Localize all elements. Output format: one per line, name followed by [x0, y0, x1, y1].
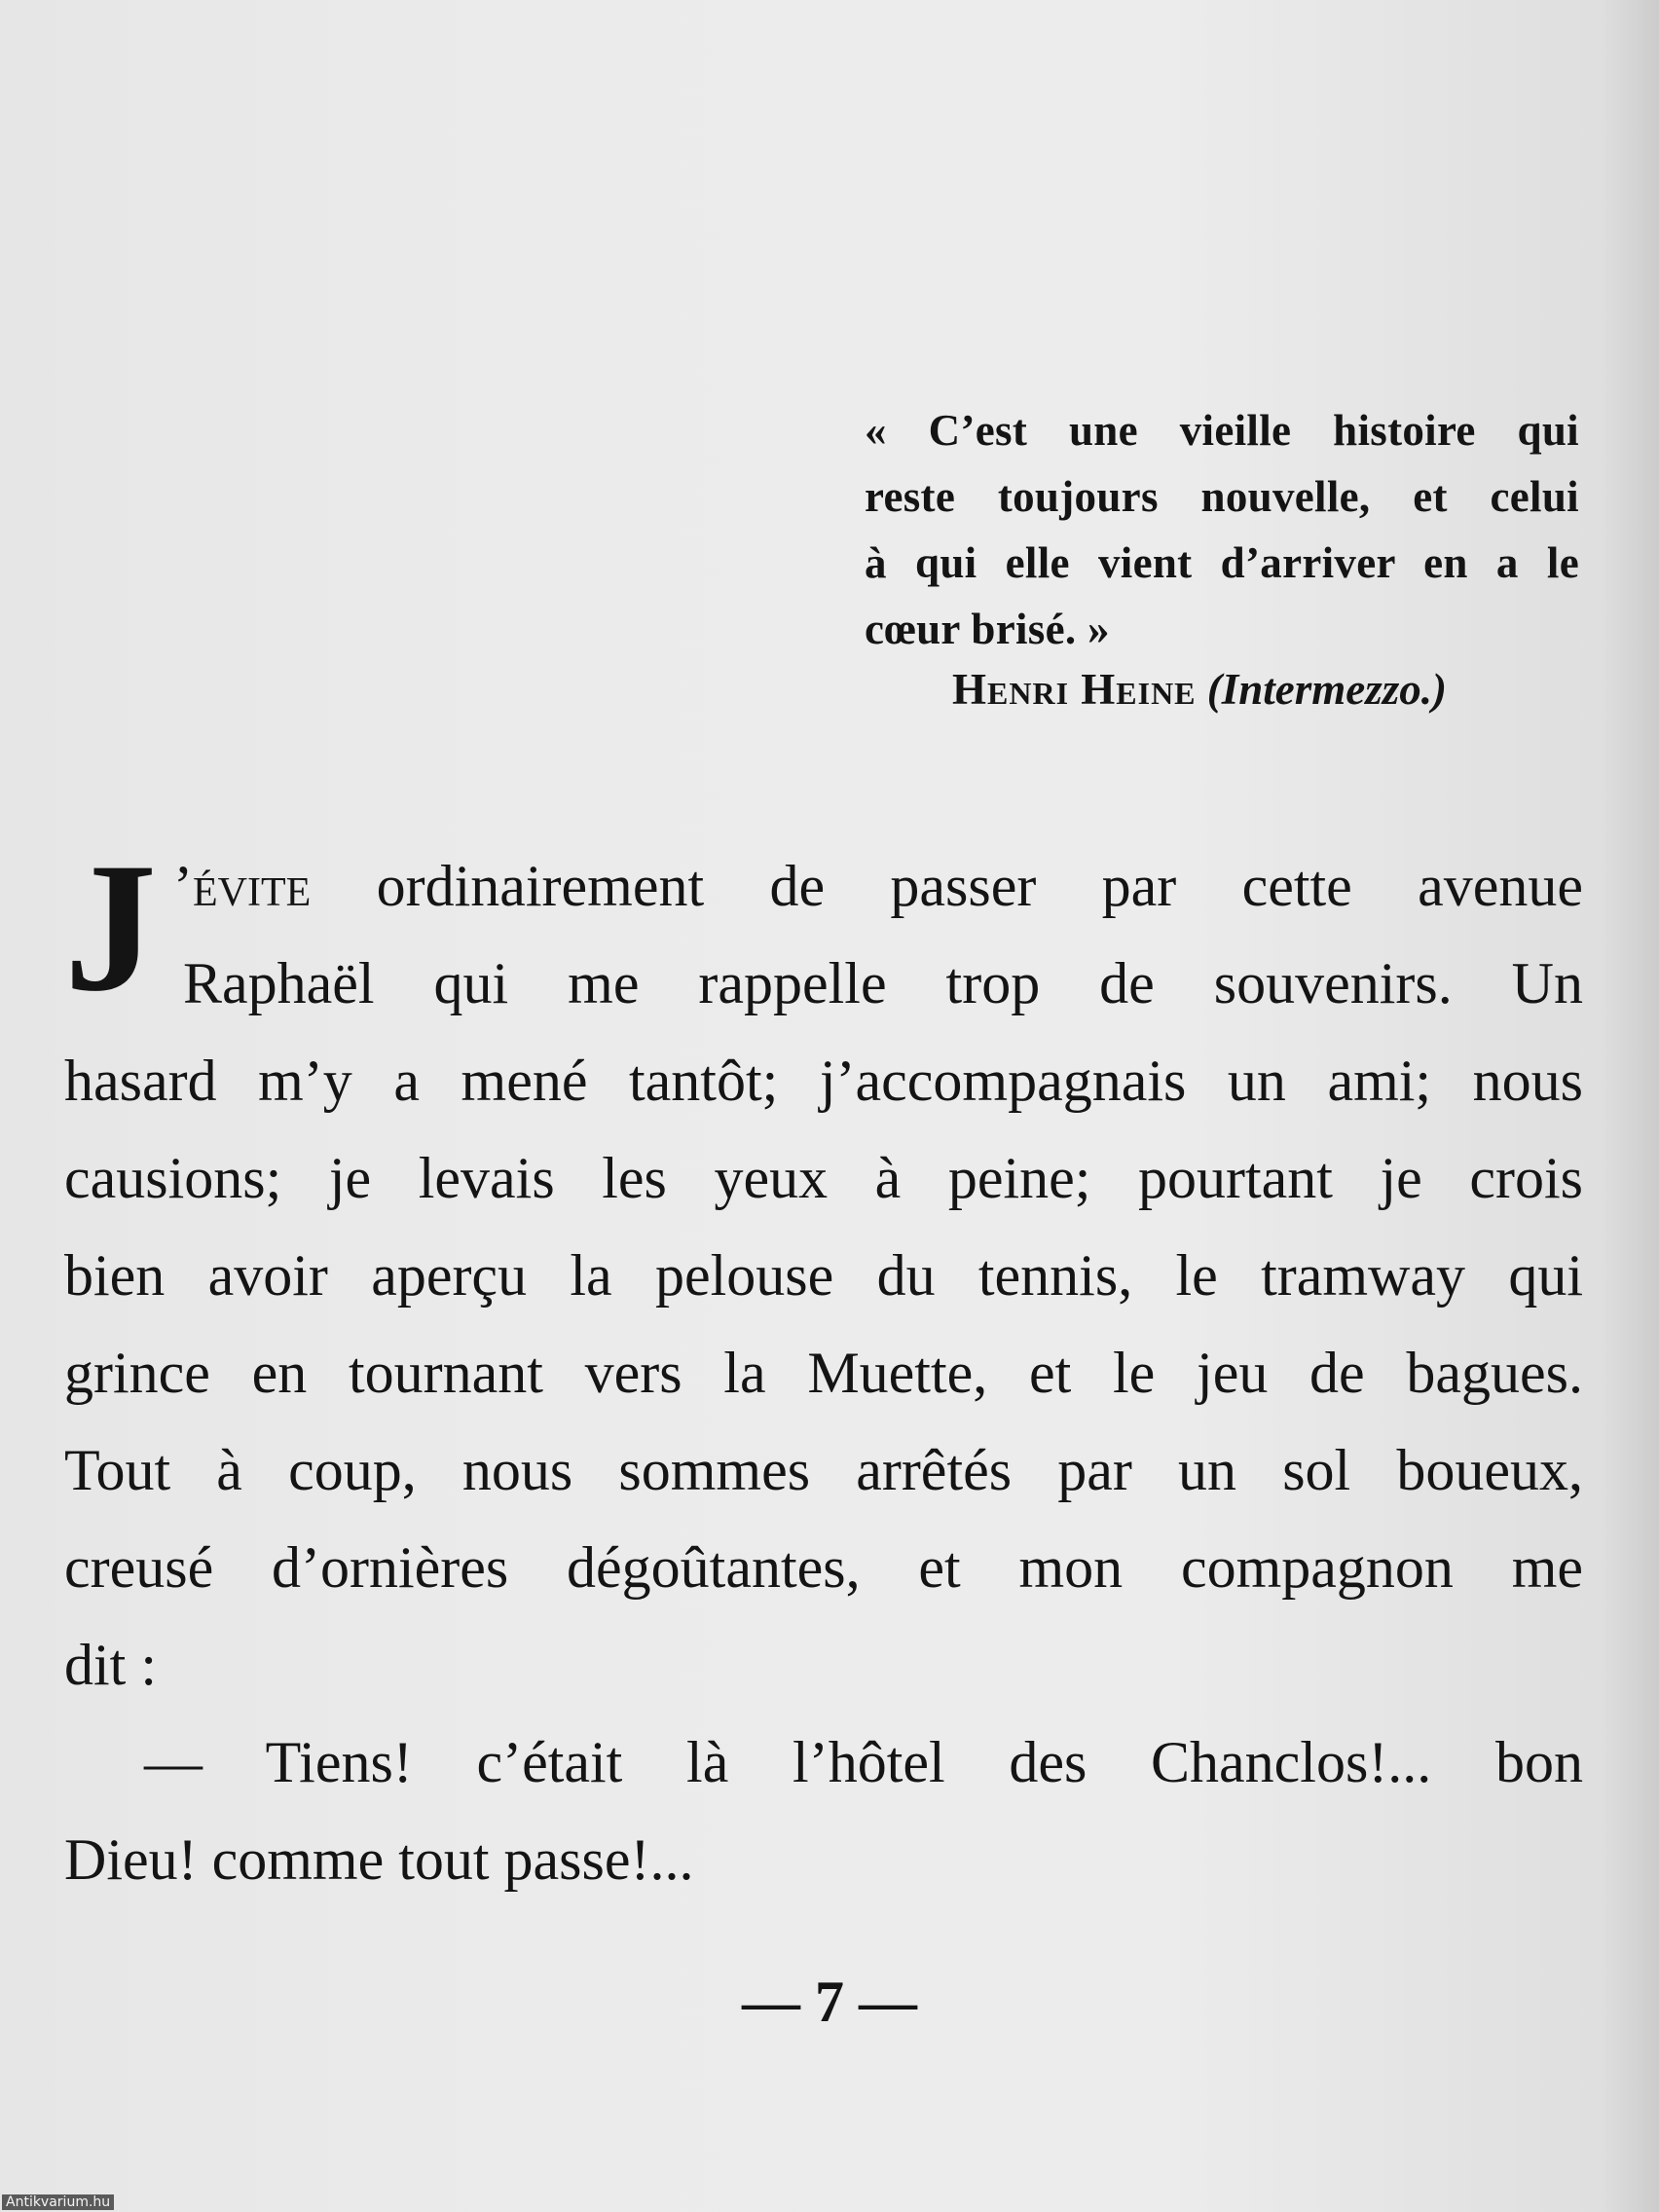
body-line: grince en tournant vers la Muette, et le jeu de bagues.	[64, 1341, 1583, 1405]
opening-word-rest: ’évite	[173, 854, 312, 918]
epigraph-line: « C’est une vieille histoire qui	[865, 406, 1579, 455]
page-edge-shadow	[1601, 0, 1659, 2212]
epigraph-line: reste toujours nouvelle, et celui	[865, 472, 1579, 521]
body-line: Dieu! comme tout passe!...	[64, 1827, 694, 1892]
watermark: Antikvarium.hu	[2, 2194, 114, 2210]
body-line	[64, 837, 1583, 935]
page-number: — 7 —	[742, 1970, 917, 2034]
attribution-author: Henri Heine	[952, 665, 1197, 714]
drop-cap: J	[64, 826, 157, 1030]
body-line: hasard m’y a mené tantôt; j’accompagnais un ami; nous	[64, 1049, 1583, 1113]
epigraph	[865, 397, 1579, 662]
epigraph-attribution	[952, 656, 1447, 722]
body-line: Raphaël qui me rappelle trop de souvenirs. Un	[183, 951, 1583, 1015]
body-line: — Tiens! c’était là l’hôtel des Chanclos!... bon	[144, 1730, 1583, 1794]
body-line: Tout à coup, nous sommes arrêtés par un sol boueux,	[64, 1438, 1583, 1502]
body-text	[64, 826, 1584, 1908]
epigraph-line: cœur brisé. »	[865, 605, 1110, 653]
attribution-work: (Intermezzo.)	[1206, 665, 1448, 714]
body-line: creusé d’ornières dégoûtantes, et mon compagnon me	[64, 1535, 1583, 1600]
body-line: bien avoir aperçu la pelouse du tennis, le tramway qui	[64, 1243, 1583, 1308]
body-line-text: ordinairement de passer par cette avenue	[376, 854, 1584, 918]
epigraph-line: à qui elle vient d’arriver en a le	[865, 538, 1579, 587]
body-line: causions; je levais les yeux à peine; pourtant je crois	[64, 1146, 1583, 1210]
body-line: dit :	[64, 1633, 158, 1697]
